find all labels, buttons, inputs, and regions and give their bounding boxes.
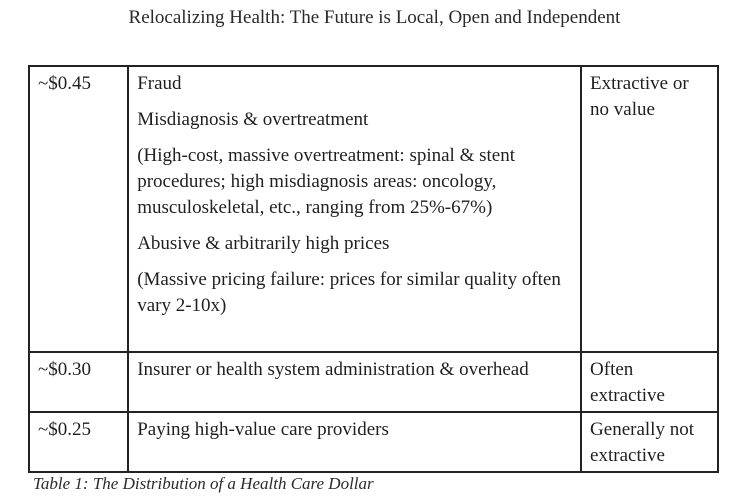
- value-cell: Generally not extractive: [581, 412, 718, 472]
- description-cell: [128, 66, 581, 352]
- amount-cell: ~$0.30: [29, 352, 128, 412]
- description-item: Fraud: [137, 73, 182, 94]
- distribution-table: [28, 65, 719, 473]
- value-cell: Often extractive: [581, 352, 718, 412]
- value-cell: Extractive or no value: [581, 66, 718, 352]
- table-row: [29, 352, 718, 412]
- description-item: (Massive pricing failure: prices for similar quality often vary 2-10x): [137, 269, 561, 316]
- description-item: Misdiagnosis & overtreatment: [137, 109, 369, 130]
- amount-cell: ~$0.45: [29, 66, 128, 352]
- amount-cell: ~$0.25: [29, 412, 128, 472]
- page-title: Relocalizing Health: The Future is Local, Open and Independent: [128, 7, 621, 28]
- table-row: [29, 66, 718, 352]
- table-row: [29, 412, 718, 472]
- description-item: Insurer or health system administration & overhead: [137, 359, 529, 380]
- description-cell: [128, 412, 581, 472]
- description-item: Paying high-value care providers: [137, 419, 389, 440]
- table-caption: Table 1: The Distribution of a Health Care Dollar: [33, 474, 374, 493]
- description-item: Abusive & arbitrarily high prices: [137, 233, 390, 254]
- description-cell: [128, 352, 581, 412]
- description-item: (High-cost, massive overtreatment: spinal & stent procedures; high misdiagnosis areas: oncology, musculoskeletal, etc., ranging from 25%-67%): [137, 145, 515, 218]
